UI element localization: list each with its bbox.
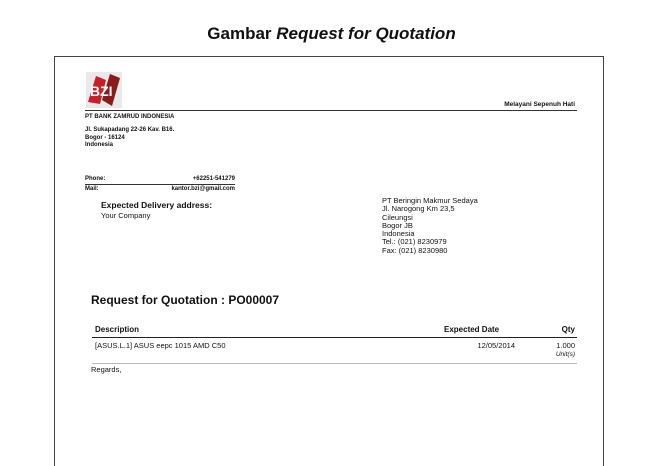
company-logo: [86, 72, 122, 108]
vendor-line: Bogor JB: [382, 220, 413, 230]
regards-text: Regards,: [91, 365, 122, 374]
phone-row: [85, 175, 235, 185]
delivery-address-title: Expected Delivery address:: [101, 200, 213, 210]
row-expected-date: 12/05/2014: [477, 341, 515, 350]
address-line: Jl. Sukapadang 22-26 Kav. B16.: [85, 127, 175, 133]
row-qty-cell: [556, 341, 575, 358]
delivery-company: Your Company: [101, 211, 151, 220]
company-tagline: Melayani Sepenuh Hati: [504, 101, 575, 108]
company-address: [85, 127, 174, 150]
header-qty: Qty: [561, 325, 575, 334]
header-description: Description: [95, 325, 140, 334]
address-line: Indonesia: [85, 142, 114, 148]
phone-value: +62251-541279: [192, 176, 235, 182]
vendor-line: PT Beringin Makmur Sedaya: [382, 196, 478, 205]
logo-text: BZI: [90, 83, 113, 99]
caption-title: Request for Quotation: [276, 24, 456, 43]
table-row: [92, 341, 577, 364]
phone-label: Phone:: [85, 176, 106, 182]
mail-label: Mail:: [85, 186, 99, 192]
row-qty: 1.000: [556, 341, 575, 350]
mail-value: kantor.bzi@gmail.com: [171, 186, 235, 192]
document-title: Request for Quotation : PO00007: [91, 293, 280, 307]
vendor-line: Cileungsi: [382, 212, 413, 222]
table-header: [92, 325, 577, 338]
vendor-line: Tel.: (021) 8230979: [382, 237, 447, 247]
header-expected-date: Expected Date: [444, 325, 500, 334]
quotation-document: [54, 56, 604, 466]
vendor-line: Fax: (021) 8230980: [382, 245, 448, 255]
company-contact: [85, 175, 235, 194]
vendor-address: [382, 197, 478, 255]
row-description: [ASUS.L.1] ASUS eepc 1015 AMD C50: [95, 341, 226, 350]
figure-caption: [0, 24, 663, 44]
company-name: PT BANK ZAMRUD INDONESIA: [85, 114, 175, 120]
address-line: Bogor - 16124: [85, 134, 125, 141]
caption-prefix: Gambar: [207, 24, 272, 43]
header-divider: [85, 110, 577, 111]
mail-row: [85, 185, 235, 194]
vendor-line: Indonesia: [382, 229, 415, 239]
vendor-line: Jl. Narogong Km 23,5: [382, 204, 455, 214]
row-uom: Unit(s): [555, 351, 575, 358]
